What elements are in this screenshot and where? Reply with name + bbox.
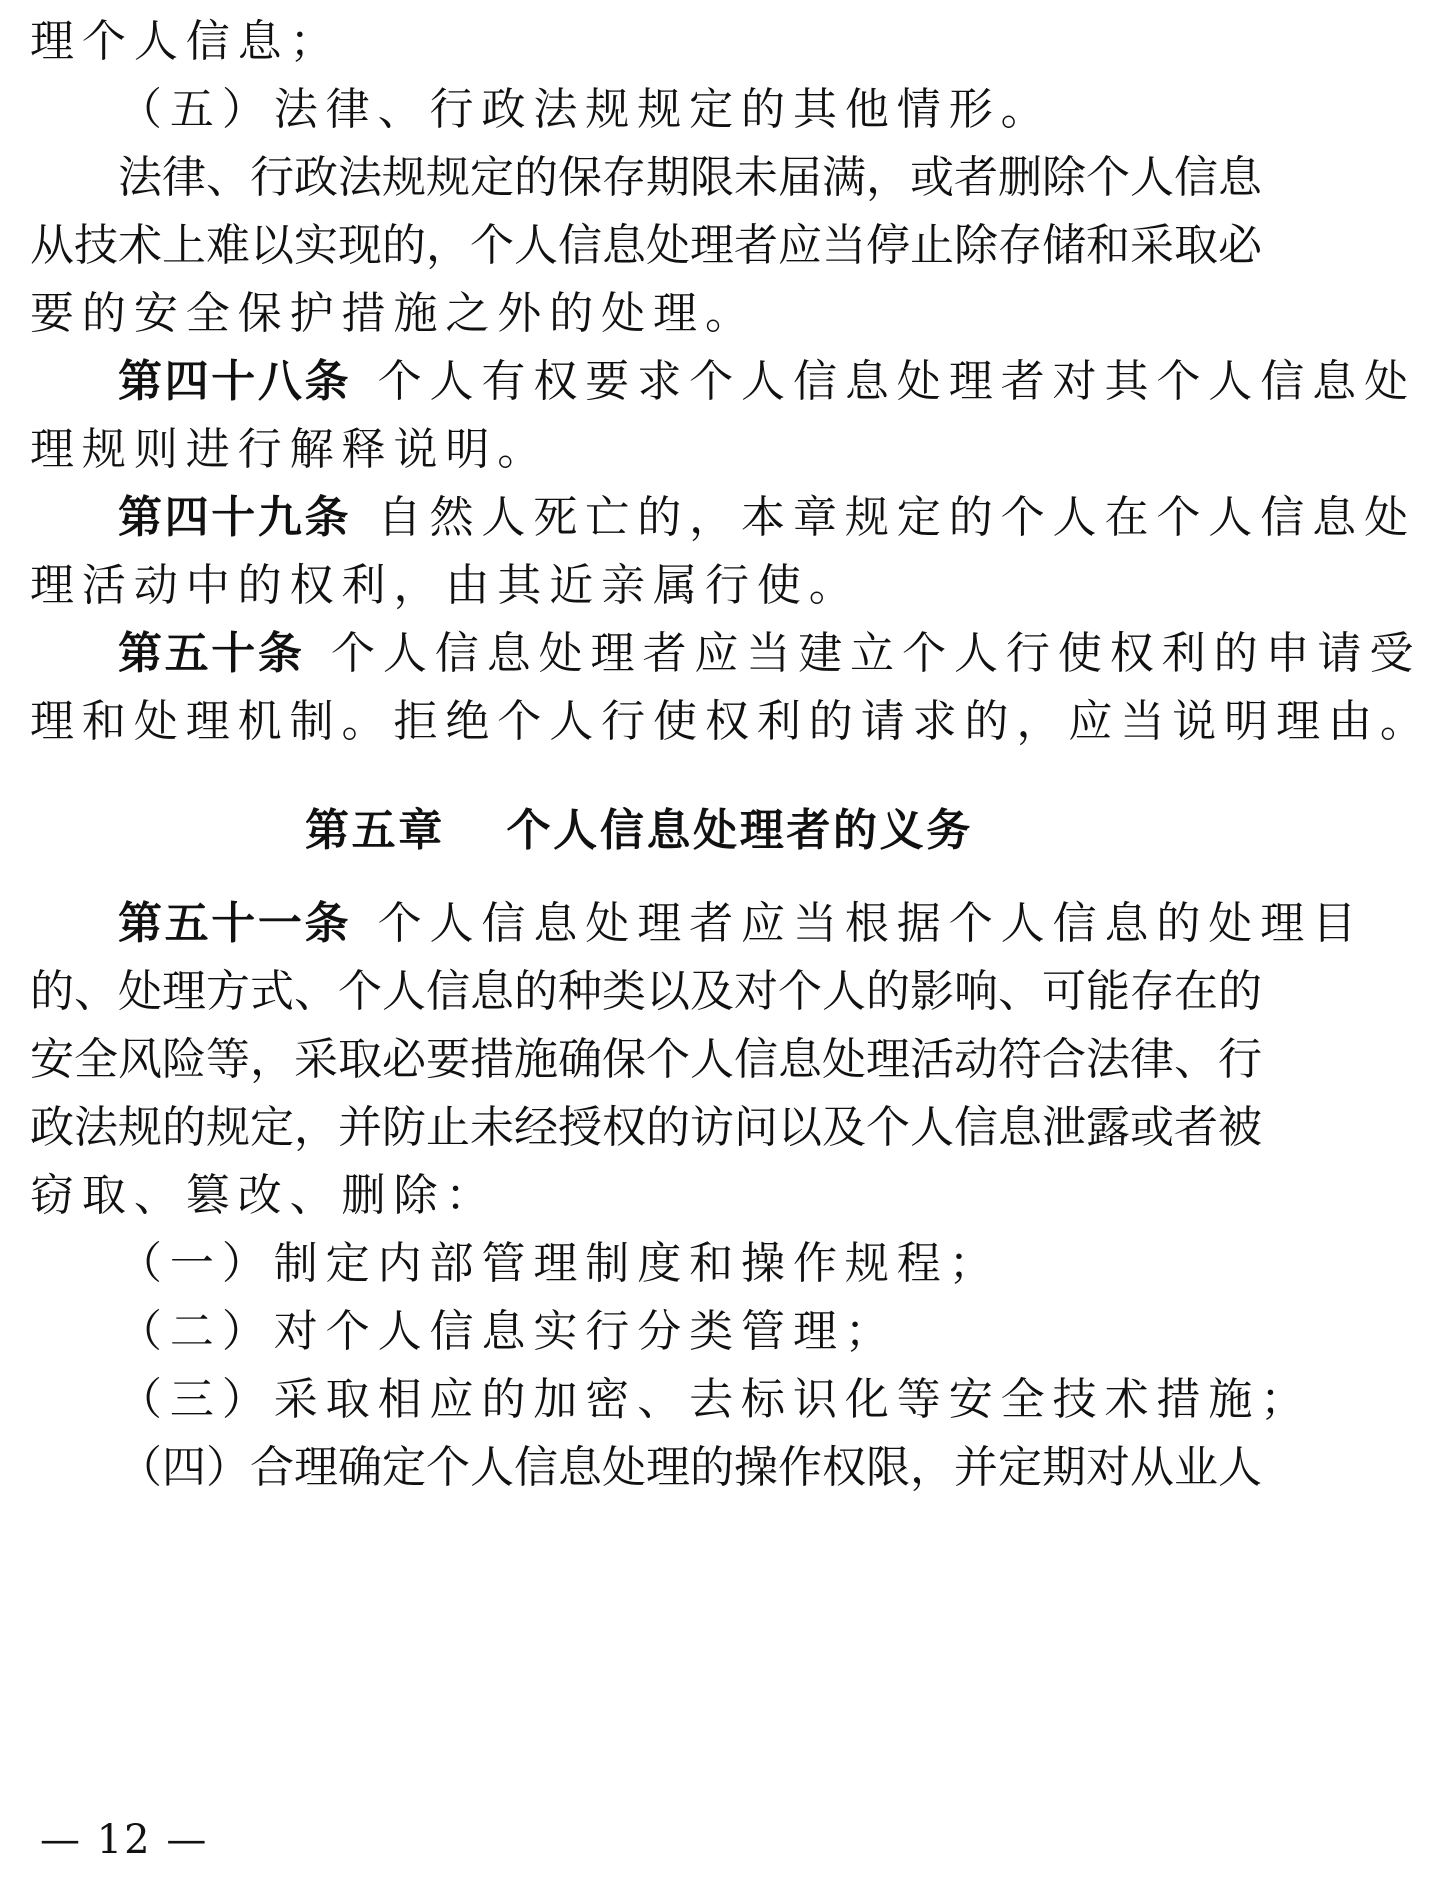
article-50-title: 第五十条 [118,628,305,679]
article-51-text: 个人信息处理者应当根据个人信息的处理目 [377,898,1365,949]
article-49-title: 第四十九条 [118,492,352,543]
chapter-number: 第五章 [305,805,445,856]
article-51-line: 政法规的规定，并防止未经授权的访问以及个人信息泄露或者被 [30,1102,1262,1153]
page-number: — 12 — [40,1817,209,1863]
paragraph-line: 法律、行政法规规定的保存期限未届满，或者删除个人信息 [118,152,1262,203]
article-49-line: 理活动中的权利，由其近亲属行使。 [30,560,861,611]
article-50-line: 理和处理机制。拒绝个人行使权利的请求的，应当说明理由。 [30,696,1432,747]
chapter-title: 个人信息处理者的义务 [506,805,973,856]
article-51-line: 安全风险等，采取必要措施确保个人信息处理活动符合法律、行 [30,1034,1262,1085]
article-48-title: 第四十八条 [118,356,352,407]
article-51-line: 窃取、篡改、删除： [30,1170,498,1221]
article-49-text: 自然人死亡的，本章规定的个人在个人信息处 [377,492,1416,543]
chapter-heading [0,786,1278,876]
text-line: 理个人信息； [30,16,342,67]
article-51-line: 的、处理方式、个人信息的种类以及对个人的影响、可能存在的 [30,966,1262,1017]
article-48-text: 个人有权要求个人信息处理者对其个人信息处 [377,356,1416,407]
paragraph-line: 要的安全保护措施之外的处理。 [30,288,757,339]
list-item-4: （四）合理确定个人信息处理的操作权限，并定期对从业人 [118,1442,1262,1493]
list-item-1: （一）制定内部管理制度和操作规程； [118,1238,1001,1289]
list-item-2: （二）对个人信息实行分类管理； [118,1306,897,1357]
article-50-text: 个人信息处理者应当建立个人行使权利的申请受 [330,628,1422,679]
article-51-title: 第五十一条 [118,898,352,949]
paragraph-line: 从技术上难以实现的，个人信息处理者应当停止除存储和采取必 [30,220,1262,271]
list-item-3: （三）采取相应的加密、去标识化等安全技术措施； [118,1374,1313,1425]
list-item-5: （五）法律、行政法规规定的其他情形。 [118,84,1053,135]
article-48-line: 理规则进行解释说明。 [30,424,550,475]
